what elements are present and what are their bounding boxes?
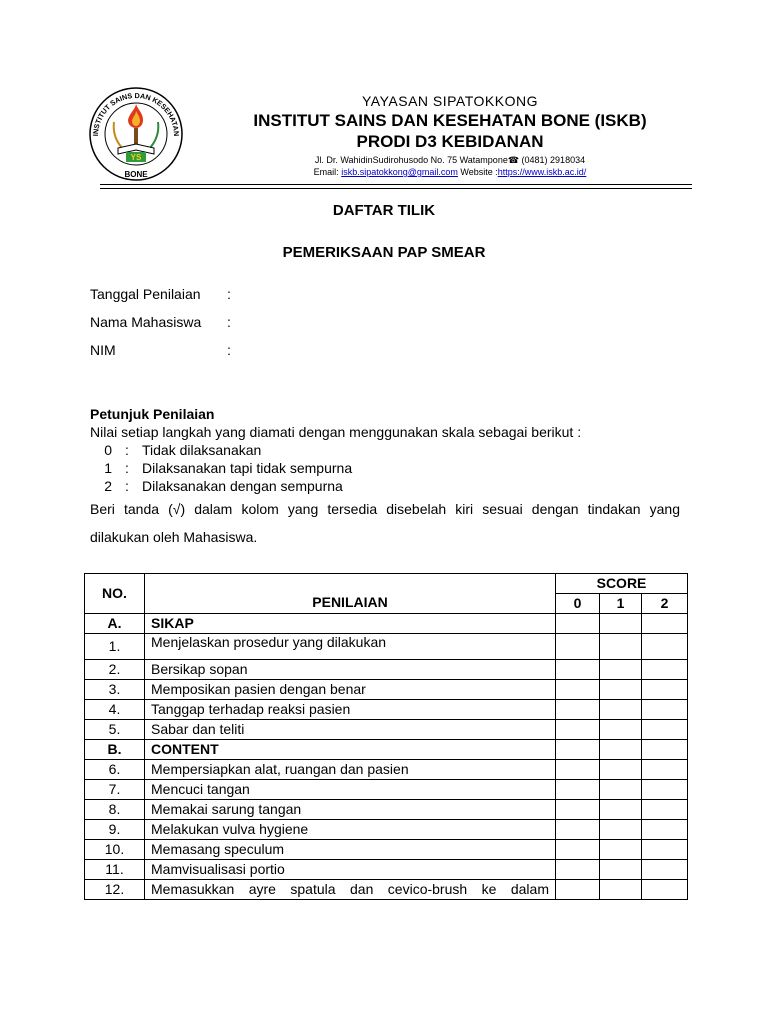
score-cell[interactable] [556, 660, 600, 680]
table-row [85, 860, 688, 880]
score-cell[interactable] [556, 700, 600, 720]
foundation-name: YAYASAN SIPATOKKONG [362, 93, 538, 109]
email-link[interactable]: iskb.sipatokkong@gmail.com [341, 167, 458, 177]
table-row [85, 720, 688, 740]
row-no: 2. [85, 660, 145, 680]
scale-item [90, 459, 680, 477]
section-row [85, 614, 688, 634]
score-cell[interactable] [600, 880, 642, 900]
info-sep: : [227, 286, 231, 302]
score-cell[interactable] [556, 760, 600, 780]
section-title: CONTENT [145, 740, 556, 760]
score-cell[interactable] [642, 840, 688, 860]
score-cell[interactable] [556, 820, 600, 840]
score-cell[interactable] [642, 780, 688, 800]
row-no: 3. [85, 680, 145, 700]
info-tanggal [90, 286, 231, 302]
header-divider-thin [100, 188, 692, 189]
score-cell[interactable] [600, 740, 642, 760]
info-label: NIM [90, 342, 116, 358]
table-row [85, 880, 688, 900]
document-title: DAFTAR TILIK [332, 202, 436, 219]
score-cell[interactable] [642, 634, 688, 660]
score-cell[interactable] [556, 840, 600, 860]
info-nama [90, 314, 231, 330]
row-text: Mencuci tangan [145, 780, 556, 800]
instructions-intro: Nilai setiap langkah yang diamati dengan menggunakan skala sebagai berikut : [90, 424, 582, 440]
score-cell[interactable] [556, 860, 600, 880]
score-cell[interactable] [642, 720, 688, 740]
row-text: Memasang speculum [145, 840, 556, 860]
header-no: NO. [85, 574, 145, 614]
score-cell[interactable] [642, 680, 688, 700]
score-cell[interactable] [642, 860, 688, 880]
table-row [85, 634, 688, 660]
row-text: Memasukkan ayre spatula dan cevico-brush ke dalam [145, 880, 556, 900]
letterhead-text [220, 92, 680, 178]
row-text: Tanggap terhadap reaksi pasien [145, 700, 556, 720]
letterhead [0, 0, 768, 190]
section-no: B. [85, 740, 145, 760]
scale-text: Tidak dilaksanakan [142, 442, 262, 458]
header-score: SCORE [556, 574, 688, 594]
website-link[interactable]: https://www.iskb.ac.id/ [497, 167, 587, 177]
score-cell[interactable] [600, 634, 642, 660]
info-label: Nama Mahasiswa [90, 314, 202, 330]
scale-item [90, 441, 680, 459]
row-text: Sabar dan teliti [145, 720, 556, 740]
row-text: Menjelaskan prosedur yang dilakukan [145, 634, 556, 660]
logo-text-top: INSTITUT SAINS DAN KESEHATAN [90, 90, 182, 137]
score-cell[interactable] [600, 760, 642, 780]
instructions-heading: Petunjuk Penilaian [90, 406, 215, 422]
score-cell[interactable] [600, 660, 642, 680]
row-no: 7. [85, 780, 145, 800]
email-label: Email: [313, 167, 339, 177]
scale-text: Dilaksanakan dengan sempurna [142, 478, 343, 494]
section-no: A. [85, 614, 145, 634]
scale-sep: : [125, 442, 129, 458]
contact-line [220, 166, 680, 178]
section-title: SIKAP [145, 614, 556, 634]
scale-value: 2 [104, 478, 112, 494]
table-row [85, 780, 688, 800]
score-cell[interactable] [600, 820, 642, 840]
logo-text-bottom: BONE [124, 170, 148, 179]
score-cell[interactable] [556, 614, 600, 634]
table-row [85, 760, 688, 780]
scale-sep: : [125, 460, 129, 476]
address-line: Jl. Dr. WahidinSudirohusodo No. 75 Watampone☎ (0481) 2918034 [314, 155, 586, 165]
section-row [85, 740, 688, 760]
score-cell[interactable] [642, 660, 688, 680]
table-row [85, 660, 688, 680]
row-text: Mempersiapkan alat, ruangan dan pasien [145, 760, 556, 780]
score-cell[interactable] [642, 820, 688, 840]
score-cell[interactable] [642, 760, 688, 780]
row-no: 1. [85, 634, 145, 660]
row-text: Melakukan vulva hygiene [145, 820, 556, 840]
scale-value: 0 [104, 442, 112, 458]
score-cell[interactable] [600, 700, 642, 720]
instructions-note: Beri tanda (√) dalam kolom yang tersedia disebelah kiri sesuai dengan tindakan yang dilakukan oleh Mahasiswa. [90, 501, 680, 545]
score-cell[interactable] [556, 780, 600, 800]
score-cell[interactable] [600, 614, 642, 634]
score-cell[interactable] [600, 800, 642, 820]
score-cell[interactable] [556, 880, 600, 900]
row-no: 9. [85, 820, 145, 840]
program-name: PRODI D3 KEBIDANAN [356, 132, 544, 151]
row-no: 12. [85, 880, 145, 900]
assessment-table [84, 573, 688, 900]
header-divider [100, 184, 692, 185]
table-row [85, 700, 688, 720]
info-sep: : [227, 342, 231, 358]
table-row [85, 800, 688, 820]
table-row [85, 680, 688, 700]
score-cell[interactable] [600, 840, 642, 860]
scale-sep: : [125, 478, 129, 494]
score-cell[interactable] [642, 800, 688, 820]
row-no: 6. [85, 760, 145, 780]
scale-text: Dilaksanakan tapi tidak sempurna [142, 460, 353, 476]
score-cell[interactable] [642, 880, 688, 900]
score-cell[interactable] [600, 780, 642, 800]
header-score-2: 2 [642, 594, 688, 614]
score-cell[interactable] [600, 860, 642, 880]
header-score-0: 0 [556, 594, 600, 614]
info-sep: : [227, 314, 231, 330]
row-no: 5. [85, 720, 145, 740]
score-cell[interactable] [556, 720, 600, 740]
website-label: Website : [460, 167, 498, 177]
scale-value: 1 [104, 460, 112, 476]
row-no: 8. [85, 800, 145, 820]
score-cell[interactable] [600, 720, 642, 740]
header-penilaian: PENILAIAN [145, 574, 556, 614]
institute-name: INSTITUT SAINS DAN KESEHATAN BONE (ISKB) [253, 111, 647, 130]
table-row [85, 840, 688, 860]
row-text: Mamvisualisasi portio [145, 860, 556, 880]
row-no: 10. [85, 840, 145, 860]
score-cell[interactable] [556, 740, 600, 760]
institution-logo [88, 86, 184, 182]
score-cell[interactable] [642, 740, 688, 760]
row-text: Memakai sarung tangan [145, 800, 556, 820]
info-label: Tanggal Penilaian [90, 286, 201, 302]
score-cell[interactable] [600, 680, 642, 700]
row-text: Bersikap sopan [145, 660, 556, 680]
score-cell[interactable] [556, 800, 600, 820]
score-cell[interactable] [642, 614, 688, 634]
document-subtitle: PEMERIKSAAN PAP SMEAR [282, 244, 486, 261]
score-cell[interactable] [642, 700, 688, 720]
score-cell[interactable] [556, 634, 600, 660]
scale-item [90, 477, 680, 495]
score-cell[interactable] [556, 680, 600, 700]
table-row [85, 820, 688, 840]
logo-badge-text: YS [130, 153, 142, 162]
row-text: Memposikan pasien dengan benar [145, 680, 556, 700]
table-header-row [85, 574, 688, 594]
info-nim [90, 342, 231, 358]
row-no: 11. [85, 860, 145, 880]
row-no: 4. [85, 700, 145, 720]
header-score-1: 1 [600, 594, 642, 614]
instructions [90, 405, 680, 551]
